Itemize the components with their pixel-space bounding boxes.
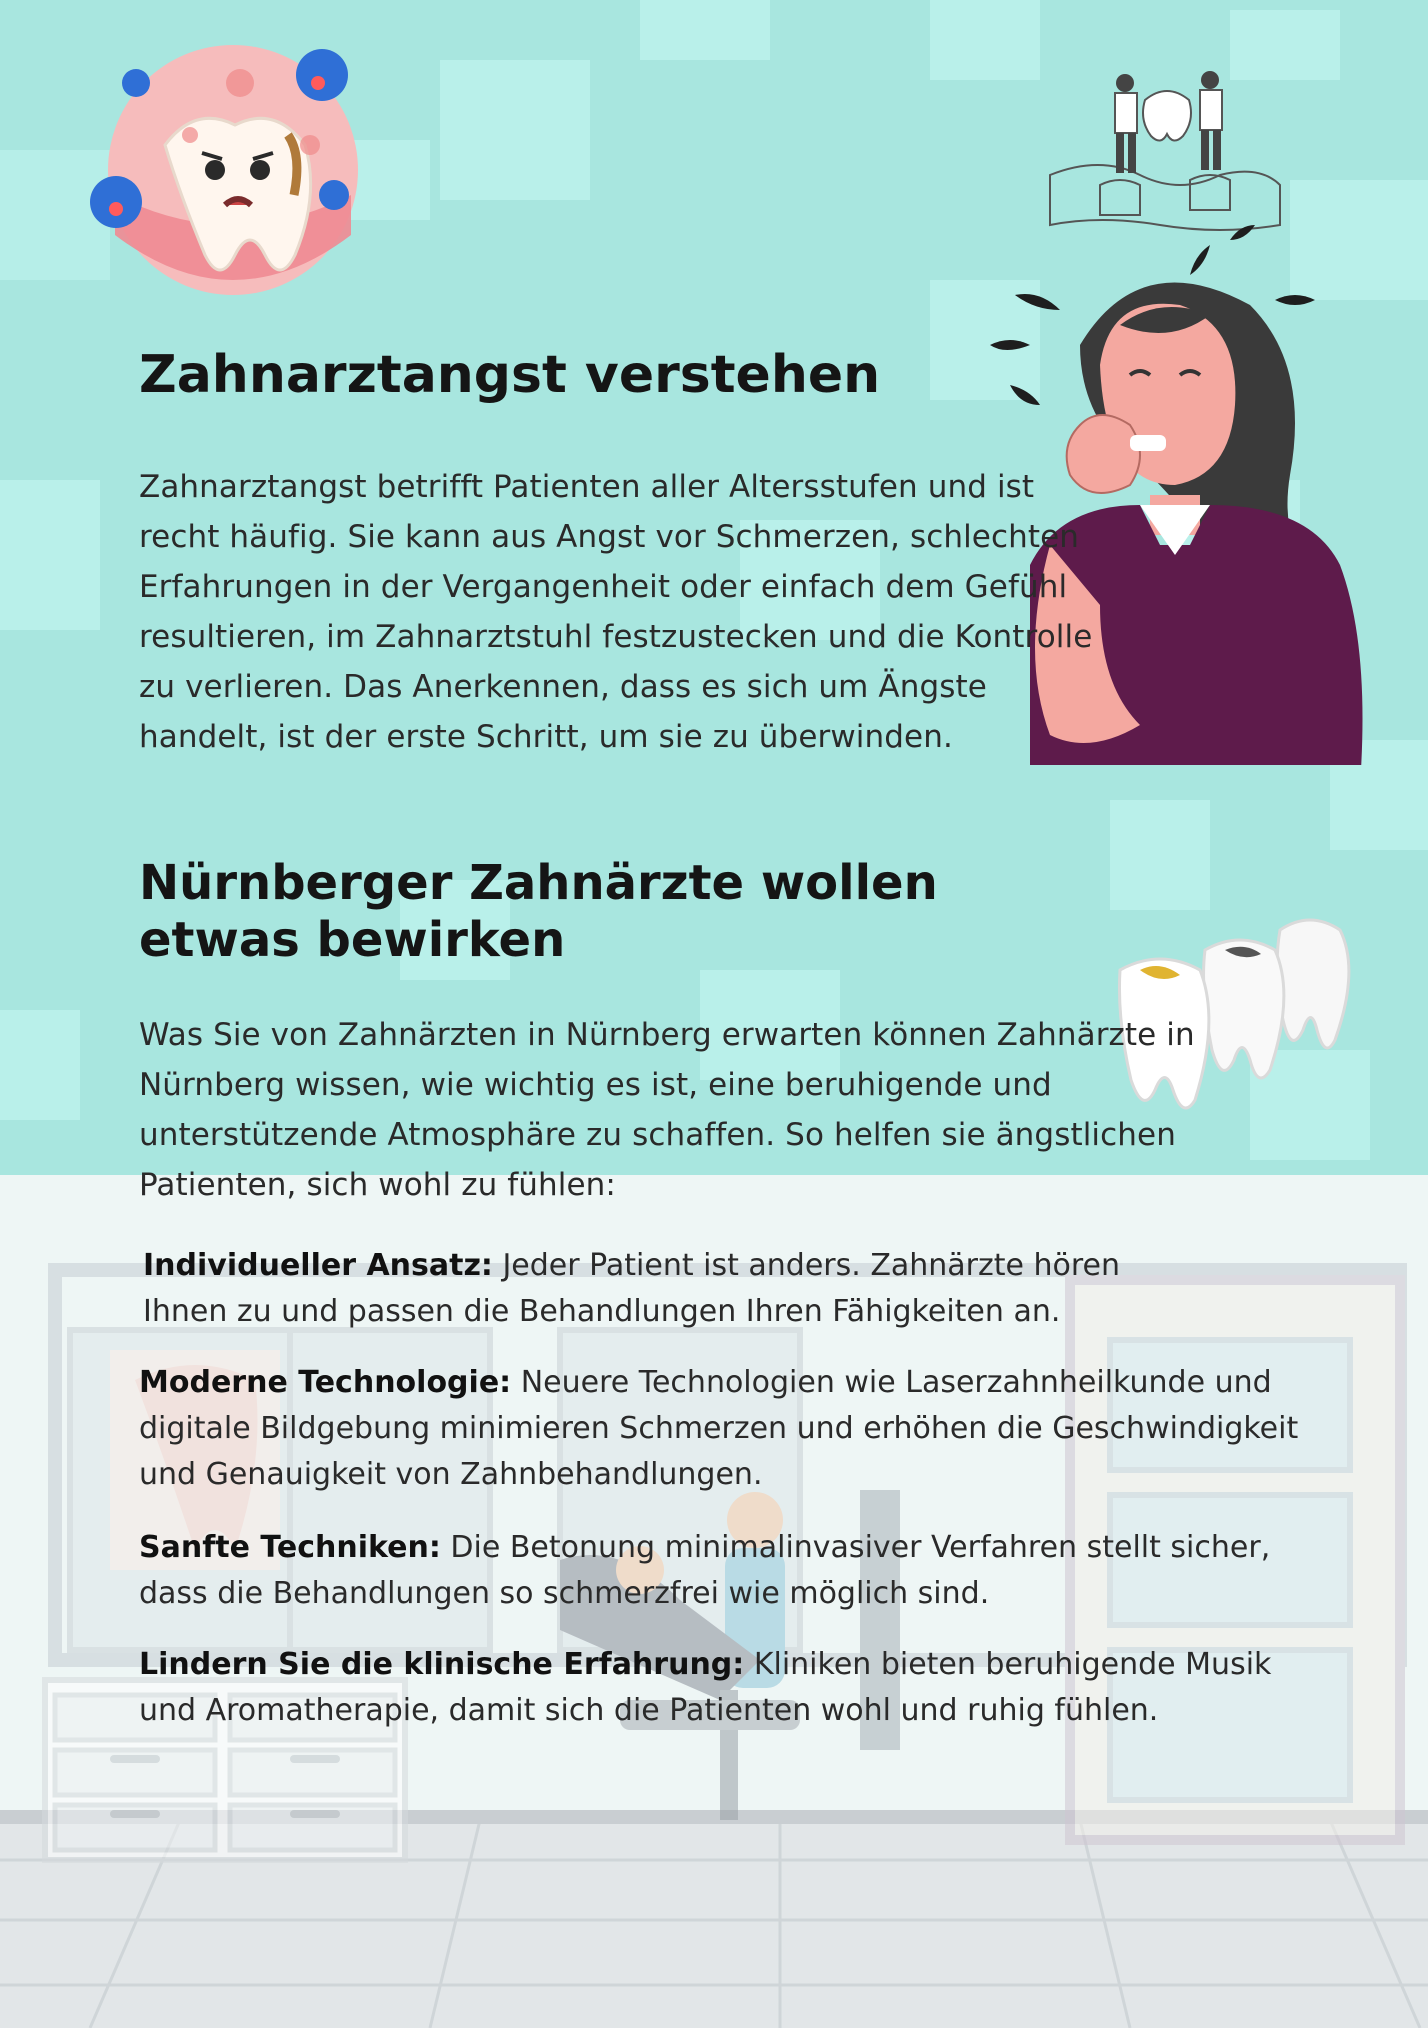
section-1-body: Zahnarztangst betrifft Patienten aller Altersstufen und ist recht häufig. Sie kann aus Angst vor Schmerzen, schlechten Erfahrungen in der Vergangenheit oder einfach dem Gefühl resultieren, im Zahnarztstuhl festzustecken und die Kontrolle zu verlieren. Das Anerkennen, dass es sich um Ängste handelt, ist der erste Schritt, um sie zu überwinden. xyxy=(139,469,1093,755)
dentists-carrying-tooth-icon xyxy=(1040,65,1290,245)
list-item-text: Die Betonung minimalinvasiver Verfahren stellt sicher, dass die Behandlungen so schmerzfrei wie möglich sind. xyxy=(139,1530,1271,1611)
list-item-label: Sanfte Techniken: xyxy=(139,1530,441,1565)
section-2-intro: Was Sie von Zahnärzten in Nürnberg erwarten können Zahnärzte in Nürnberg wissen, wie wichtig es ist, eine beruhigende und unterstützende Atmosphäre zu schaffen. So helfen sie ängstlichen Patienten, sich wohl zu fühlen: xyxy=(139,1017,1195,1203)
list-item-label: Lindern Sie die klinische Erfahrung: xyxy=(139,1647,745,1682)
list-item-gentle-techniques xyxy=(139,1525,1289,1617)
sick-tooth-icon xyxy=(70,45,370,315)
section-1-title: Zahnarztangst verstehen xyxy=(139,345,881,405)
list-item-label: Individueller Ansatz: xyxy=(143,1248,493,1283)
list-item-modern-technology xyxy=(139,1360,1309,1498)
list-item-text: Jeder Patient ist anders. Zahnärzte hören Ihnen zu und passen die Behandlungen Ihren Fähigkeiten an. xyxy=(143,1248,1121,1329)
list-item-clinical-experience xyxy=(139,1642,1299,1734)
list-item-label: Moderne Technologie: xyxy=(139,1365,512,1400)
list-item-text: Neuere Technologien wie Laserzahnheilkunde und digitale Bildgebung minimieren Schmerzen und erhöhen die Geschwindigkeit und Genauigkeit von Zahnbehandlungen. xyxy=(139,1365,1299,1492)
list-item-individual-approach xyxy=(143,1243,1203,1335)
list-item-text: Kliniken bieten beruhigende Musik und Aromatherapie, damit sich die Patienten wohl und ruhig fühlen. xyxy=(139,1647,1272,1728)
section-2-title: Nürnberger Zahnärzte wollen etwas bewirken xyxy=(139,855,938,968)
